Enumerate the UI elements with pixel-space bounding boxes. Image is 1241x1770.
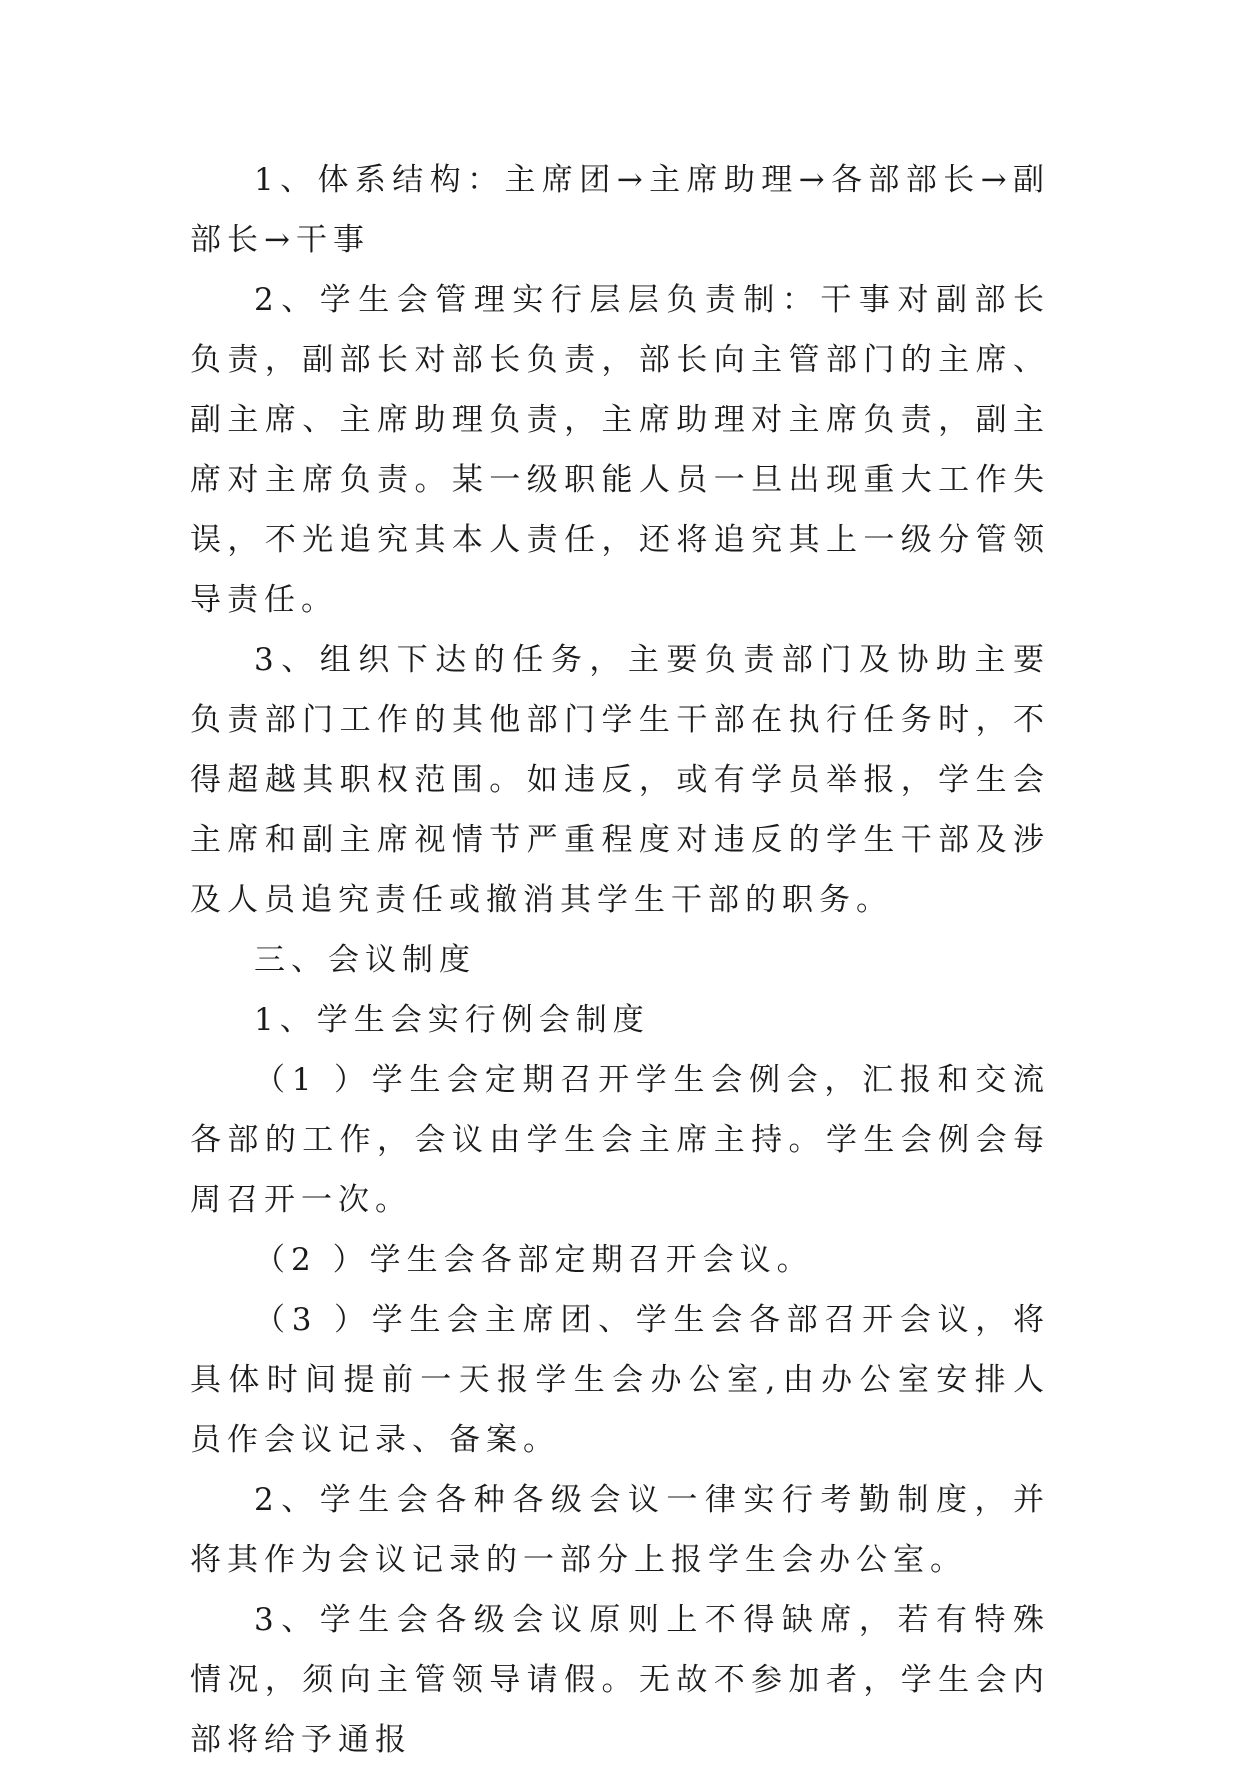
section-heading-meeting-system: 三、会议制度 — [254, 942, 476, 978]
paragraph-item-2: （2 ）学生会各部定期召开会议。 — [254, 1242, 814, 1278]
paragraph-responsibility: 2、学生会管理实行层层负责制：干事对副部长负责，副部长对部长负责，部长向主管部门的主席、副主席、主席助理负责，主席助理对主席负责，副主席对主席负责。某一级职能人员一旦出现重大工作失误，不光追究其本人责任，还将追究其上一级分管领导责任。 — [190, 282, 1050, 618]
paragraph-attendance: 2、学生会各种各级会议一律实行考勤制度，并将其作为会议记录的一部分上报学生会办公室。 — [190, 1482, 1050, 1578]
paragraph-task-scope: 3、组织下达的任务，主要负责部门及协助主要负责部门工作的其他部门学生干部在执行任务时，不得超越其职权范围。如违反，或有学员举报，学生会主席和副主席视情节严重程度对违反的学生干部及涉及人员追究责任或撤消其学生干部的职务。 — [190, 642, 1050, 918]
document-body — [190, 150, 1050, 1770]
paragraph-absence: 3、学生会各级会议原则上不得缺席，若有特殊情况，须向主管领导请假。无故不参加者，学生会内部将给予通报 — [190, 1602, 1050, 1758]
paragraph-structure: 1、体系结构：主席团→主席助理→各部部长→副部长→干事 — [190, 162, 1050, 258]
paragraph-item-1: （1 ）学生会定期召开学生会例会，汇报和交流各部的工作，会议由学生会主席主持。学生会例会每周召开一次。 — [190, 1062, 1050, 1218]
paragraph-regular-meeting: 1、学生会实行例会制度 — [254, 1002, 650, 1038]
paragraph-item-3: （3 ）学生会主席团、学生会各部召开会议，将具体时间提前一天报学生会办公室,由办公室安排人员作会议记录、备案。 — [190, 1302, 1050, 1458]
